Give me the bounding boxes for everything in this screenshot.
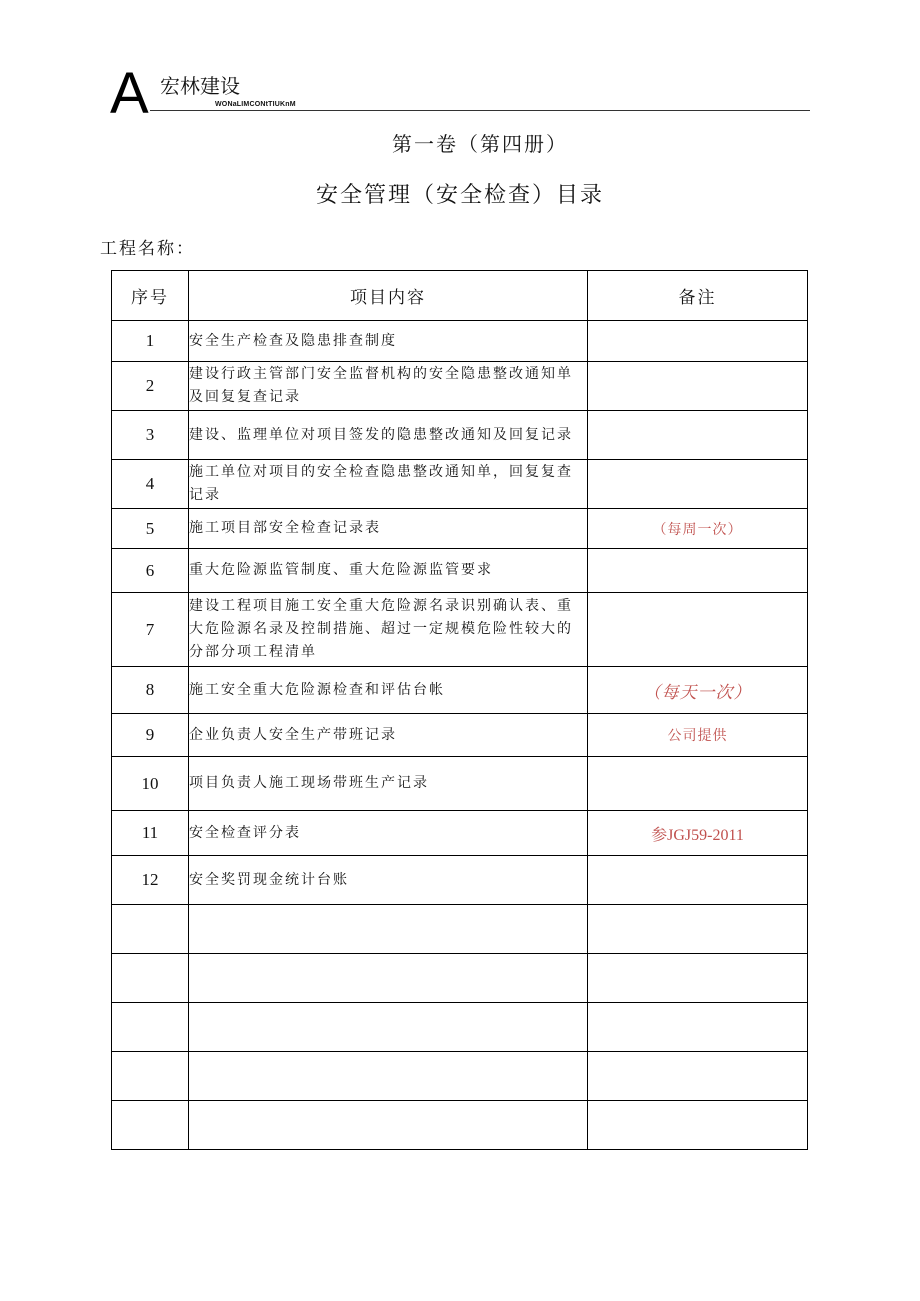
table-row — [112, 460, 808, 509]
row-content: 施工单位对项目的安全检查隐患整改通知单，回复复查记录 — [189, 460, 588, 509]
project-name-label: 工程名称： — [100, 239, 195, 259]
row-content — [189, 905, 588, 954]
row-note — [588, 757, 808, 811]
column-header-note: 备注 — [588, 271, 808, 321]
row-note — [588, 460, 808, 509]
row-note — [588, 954, 808, 1003]
row-content — [189, 1003, 588, 1052]
table-row — [112, 1052, 808, 1101]
row-number: 12 — [112, 856, 189, 905]
row-note: （每周一次） — [588, 509, 808, 549]
row-note — [588, 1101, 808, 1150]
column-header-number: 序号 — [112, 271, 189, 321]
row-content — [189, 1101, 588, 1150]
row-note — [588, 905, 808, 954]
table-row — [112, 509, 808, 549]
row-number: 7 — [112, 593, 189, 667]
row-number — [112, 1003, 189, 1052]
row-note — [588, 362, 808, 411]
row-number: 5 — [112, 509, 189, 549]
row-number: 1 — [112, 321, 189, 362]
row-content: 建设、监理单位对项目签发的隐患整改通知及回复记录 — [189, 411, 588, 460]
table-row — [112, 549, 808, 593]
row-content: 企业负责人安全生产带班记录 — [189, 714, 588, 757]
row-note — [588, 321, 808, 362]
row-content — [189, 954, 588, 1003]
row-number — [112, 1101, 189, 1150]
table-header-row — [112, 271, 808, 321]
row-content: 安全奖罚现金统计台账 — [189, 856, 588, 905]
row-note — [588, 593, 808, 667]
table-row — [112, 757, 808, 811]
header-rule — [150, 110, 810, 111]
row-content: 施工安全重大危险源检查和评估台帐 — [189, 667, 588, 714]
row-content: 建设工程项目施工安全重大危险源名录识别确认表、重大危险源名录及控制措施、超过一定规模危险性较大的分部分项工程清单 — [189, 593, 588, 667]
row-number — [112, 905, 189, 954]
row-note — [588, 1052, 808, 1101]
table-row — [112, 811, 808, 856]
table-row — [112, 667, 808, 714]
row-number: 4 — [112, 460, 189, 509]
row-content: 重大危险源监管制度、重大危险源监管要求 — [189, 549, 588, 593]
table-row — [112, 1003, 808, 1052]
table-row — [112, 954, 808, 1003]
page-title: 安全管理（安全检查）目录 — [315, 183, 604, 208]
row-number — [112, 954, 189, 1003]
row-note: 参JGJ59-2011 — [588, 811, 808, 856]
table-row — [112, 1101, 808, 1150]
row-content — [189, 1052, 588, 1101]
row-note — [588, 856, 808, 905]
table-row — [112, 593, 808, 667]
row-content: 项目负责人施工现场带班生产记录 — [189, 757, 588, 811]
table-row — [112, 321, 808, 362]
table-row — [112, 856, 808, 905]
row-number: 11 — [112, 811, 189, 856]
toc-table — [111, 270, 808, 1150]
row-number: 10 — [112, 757, 189, 811]
row-number: 6 — [112, 549, 189, 593]
column-header-content: 项目内容 — [189, 271, 588, 321]
row-note — [588, 549, 808, 593]
row-number: 3 — [112, 411, 189, 460]
row-note — [588, 1003, 808, 1052]
table-row — [112, 905, 808, 954]
row-note — [588, 411, 808, 460]
row-content: 安全检查评分表 — [189, 811, 588, 856]
company-name-english: WONaLIMCONtTIUKnM — [215, 101, 296, 108]
row-content: 建设行政主管部门安全监督机构的安全隐患整改通知单及回复复查记录 — [189, 362, 588, 411]
row-note: （每天一次） — [588, 667, 808, 714]
row-content: 施工项目部安全检查记录表 — [189, 509, 588, 549]
table-row — [112, 714, 808, 757]
company-name-chinese: 宏林建设 — [160, 74, 240, 98]
company-logo-letter: A — [110, 61, 149, 126]
row-number: 8 — [112, 667, 189, 714]
table-row — [112, 362, 808, 411]
row-note: 公司提供 — [588, 714, 808, 757]
row-number: 2 — [112, 362, 189, 411]
row-number: 9 — [112, 714, 189, 757]
table-row — [112, 411, 808, 460]
volume-title: 第一卷（第四册） — [392, 132, 568, 156]
row-content: 安全生产检查及隐患排查制度 — [189, 321, 588, 362]
row-number — [112, 1052, 189, 1101]
